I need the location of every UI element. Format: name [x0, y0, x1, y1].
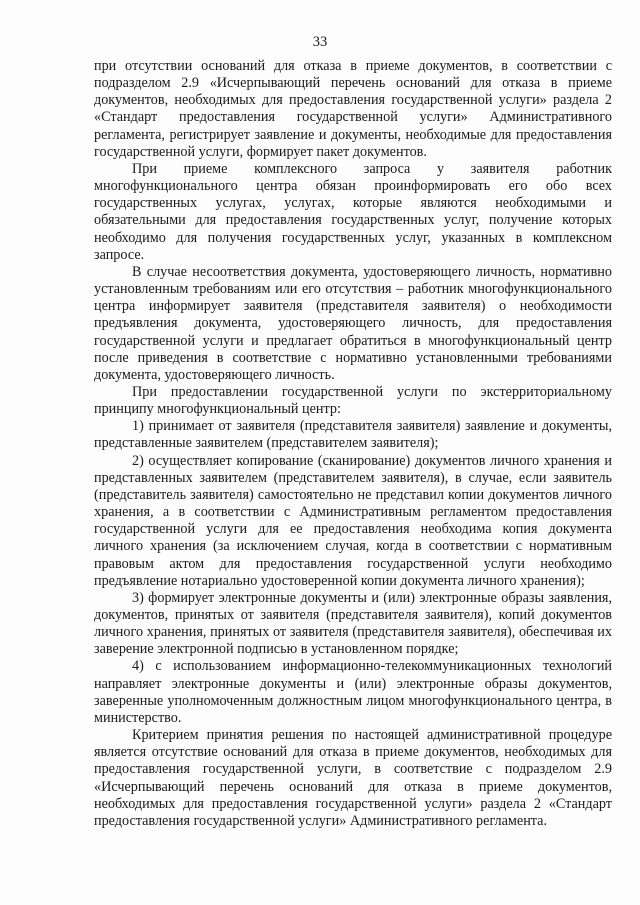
paragraph-1: при отсутствии оснований для отказа в приеме документов, в соответствии с подразделом 2.9 «Исчерпывающий перечень оснований для отказа в приеме документов, необходимых для предоставления государственной услуги» раздела 2 «Стандарт предоставления государственной услуги» Административного регламента, регистрирует заявление и документы, необходимые для предоставления государственной услуги, формирует пакет документов. — [94, 58, 612, 160]
list-item-3: 3) формирует электронные документы и (или) электронные образы заявления, документов, принятых от заявителя (представителя заявителя), копий документов личного хранения, принятых от заявителя (представителя заявителя), обеспечивая их заверение электронной подписью в установленном порядке; — [94, 589, 612, 658]
page-number: 33 — [312, 34, 328, 50]
paragraph-2: При приеме комплексного запроса у заявителя работник многофункционального центра обязан проинформировать его обо всех государственных услугах, услугах, которые являются необходимыми и обязательными для предоставления государственных услуг, получение которых необходимо для получения государственных услуг, указанных в комплексном запросе. — [94, 160, 612, 263]
list-item-4: 4) с использованием информационно-телекоммуникационных технологий направляет электронные документы и (или) электронные образы документов, заверенные уполномоченным должностным лицом многофункционального центра, в министерство. — [94, 658, 612, 726]
paragraph-criterion: Критерием принятия решения по настоящей административной процедуре является отсутствие оснований для отказа в приеме документов, необходимых для предоставления государственной услуги, в соответствие с подразделом 2.9 «Исчерпывающий перечень оснований для отказа в приеме документов, необходимых для предоставления государственной услуги» раздела 2 «Стандарт предоставления государственной услуги» Административного регламента. — [94, 727, 612, 829]
list-item-1: 1) принимает от заявителя (представителя заявителя) заявление и документы, представленные заявителем (представителем заявителя); — [94, 418, 612, 452]
document-body — [94, 58, 612, 830]
list-item-2: 2) осуществляет копирование (сканирование) документов личного хранения и представленных заявителем (представителем заявителя), в случае, если заявитель (представитель заявителя) самостоятельно не представил копии документов личного хранения, а в соответствии с Административным регламентом предоставления государственной услуги для ее предоставления необходима копия документа личного хранения (за исключением случая, когда в соответствии с нормативным правовым актом для предоставления государственной услуги необходимо предъявление нотариально удостоверенной копии документа личного хранения); — [94, 452, 612, 589]
paragraph-3: В случае несоответствия документа, удостоверяющего личность, нормативно установленным требованиям или его отсутствия – работник многофункционального центра информирует заявителя (представителя заявителя) о необходимости предъявления документа, удостоверяющего личность, для предоставления государственной услуги и предлагает обратиться в многофункциональный центр после приведения в соответствие с нормативно установленными требованиями документа, удостоверяющего личность. — [94, 263, 612, 383]
paragraph-4: При предоставлении государственной услуги по экстерриториальному принципу многофункциональный центр: — [94, 383, 612, 418]
